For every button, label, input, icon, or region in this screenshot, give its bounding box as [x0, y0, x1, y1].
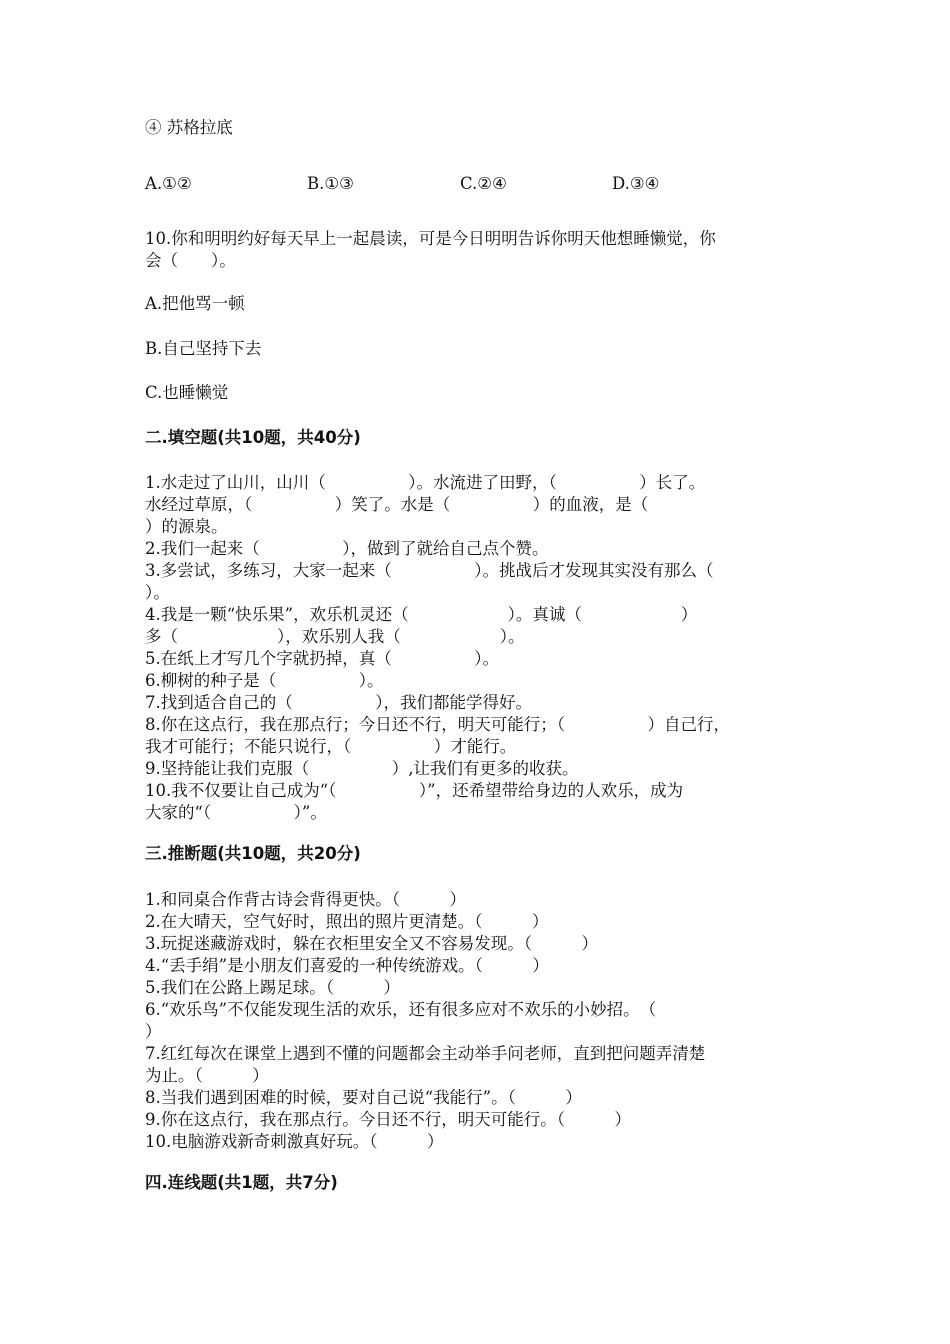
fill-line: ）。 — [145, 583, 170, 602]
fill-line: 4.我是一颗“快乐果”，欢乐机灵还（ ）。真诚（ ） — [145, 605, 698, 624]
fill-line: 10.我不仅要让自己成为“（ ）”，还希望带给身边的人欢乐，成为 — [145, 781, 684, 800]
question-10-line-1: 10.你和明明约好每天早上一起晨读，可是今日明明告诉你明天他想睡懒觉，你 — [145, 229, 716, 248]
option-b: B.①③ — [307, 174, 354, 193]
fill-line: 多（ ），欢乐别人我（ ）。 — [145, 627, 525, 646]
section-3-heading: 三.推断题(共10题，共20分) — [145, 844, 361, 863]
fill-line: 5.在纸上才写几个字就扔掉，真（ ）。 — [145, 649, 499, 668]
judge-line: 9.你在这点行，我在那点行。今日还不行，明天可能行。（ ） — [145, 1110, 631, 1129]
fill-line: 6.柳树的种子是（ ）。 — [145, 671, 384, 690]
fill-line: 我才可能行；不能只说行，（ ）才能行。 — [145, 737, 517, 756]
judge-line: 8.当我们遇到困难的时候，要对自己说“我能行”。（ ） — [145, 1088, 582, 1107]
judge-line: 5.我们在公路上踢足球。（ ） — [145, 978, 400, 997]
fill-line: ）的源泉。 — [145, 517, 228, 536]
judge-line: ） — [145, 1022, 162, 1041]
choice-item-4: ④ 苏格拉底 — [145, 118, 233, 137]
fill-line: 9.坚持能让我们克服（ ）,让我们有更多的收获。 — [145, 759, 579, 778]
option-c: C.②④ — [460, 174, 507, 193]
question-10-option-a: A.把他骂一顿 — [145, 294, 245, 313]
judge-line: 1.和同桌合作背古诗会背得更快。（ ） — [145, 890, 466, 909]
fill-line: 水经过草原，（ ）笑了。水是（ ）的血液，是（ — [145, 495, 649, 514]
judge-line: 4.“丢手绢”是小朋友们喜爱的一种传统游戏。（ ） — [145, 956, 549, 975]
fill-line: 3.多尝试，多练习，大家一起来（ ）。挑战后才发现其实没有那么（ — [145, 561, 714, 580]
judge-line: 7.红红每次在课堂上遇到不懂的问题都会主动举手问老师，直到把问题弄清楚 — [145, 1044, 706, 1063]
option-a: A.①② — [145, 174, 192, 193]
question-10-line-2: 会（ ）。 — [145, 251, 236, 270]
judge-line: 2.在大晴天，空气好时，照出的照片更清楚。（ ） — [145, 912, 549, 931]
question-10-option-c: C.也睡懒觉 — [145, 383, 229, 402]
judge-line: 6.“欢乐鸟”不仅能发现生活的欢乐，还有很多应对不欢乐的小妙招。 （ — [145, 1000, 657, 1019]
fill-line: 2.我们一起来（ ），做到了就给自己点个赞。 — [145, 539, 549, 558]
fill-line: 7.找到适合自己的（ ），我们都能学得好。 — [145, 693, 532, 712]
section-2-heading: 二.填空题(共10题，共40分) — [145, 428, 361, 447]
question-10-option-b: B.自己坚持下去 — [145, 339, 262, 358]
fill-line: 8.你在这点行，我在那点行；今日还不行，明天可能行；（ ）自己行， — [145, 715, 730, 734]
option-d: D.③④ — [612, 174, 660, 193]
judge-line: 10.电脑游戏新奇刺激真好玩。（ ） — [145, 1132, 444, 1151]
fill-line: 1.水走过了山川，山川（ ）。水流进了田野，（ ）长了。 — [145, 473, 706, 492]
judge-line: 3.玩捉迷藏游戏时，躲在衣柜里安全又不容易发现。（ ） — [145, 934, 598, 953]
fill-line: 大家的“（ ）”。 — [145, 803, 327, 822]
judge-line: 为止。（ ） — [145, 1066, 269, 1085]
section-4-heading: 四.连线题(共1题，共7分) — [145, 1173, 338, 1192]
